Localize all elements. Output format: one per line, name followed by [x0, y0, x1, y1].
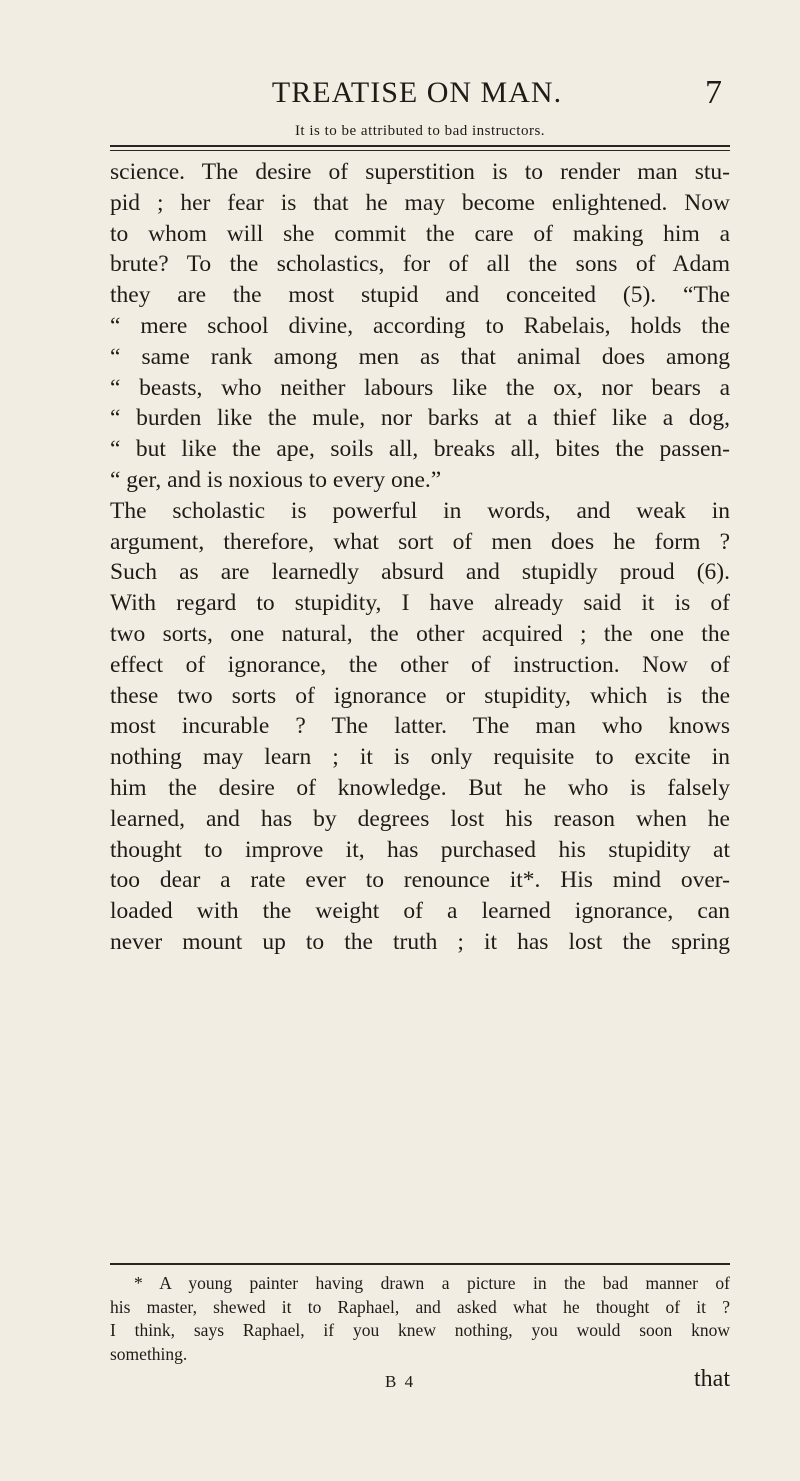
body-line: “ ger, and is noxious to every one.” — [110, 466, 442, 493]
body-line: argument, therefore, what sort of men does he form ? — [110, 528, 730, 555]
body-line: “ beasts, who neither labours like the ox, nor bears a — [110, 374, 730, 401]
footnote-line: * A young painter having drawn a picture in the bad manner of — [134, 1273, 730, 1293]
footnote-rule — [110, 1263, 730, 1265]
body-line: two sorts, one natural, the other acquired ; the one the — [110, 620, 730, 647]
footnote-line: something. — [110, 1343, 188, 1364]
body-line: “ same rank among men as that animal does among — [110, 343, 730, 370]
footnote-line: his master, shewed it to Raphael, and asked what he thought of it ? — [110, 1296, 730, 1317]
body-line: loaded with the weight of a learned ignorance, can — [110, 898, 730, 925]
body-line: never mount up to the truth ; it has lost the spring — [110, 928, 730, 955]
footnote-line: I think, says Raphael, if you knew nothing, you would soon know — [110, 1320, 730, 1340]
body-line: thought to improve it, has purchased his stupidity at — [110, 836, 730, 863]
body-line: nothing may learn ; it is only requisite to excite in — [110, 744, 730, 771]
body-line: Such as are learnedly absurd and stupidly proud (6). — [110, 559, 730, 586]
body-text — [110, 157, 730, 958]
body-line: science. The desire of superstition is to render man stu- — [110, 159, 730, 185]
running-head — [112, 76, 722, 122]
body-line: pid ; her fear is that he may become enlightened. Now — [110, 189, 730, 216]
header-rule — [110, 145, 730, 147]
footnote — [110, 1272, 730, 1366]
body-line: to whom will she commit the care of making him a — [110, 220, 730, 247]
body-line: The scholastic is powerful in words, and weak in — [110, 497, 730, 524]
body-line: “ burden like the mule, nor barks at a thief like a dog, — [110, 405, 730, 432]
catchword: that — [694, 1366, 730, 1392]
body-line: these two sorts of ignorance or stupidity, which is the — [110, 682, 730, 709]
page-number: 7 — [705, 74, 722, 111]
running-head-title: TREATISE ON MAN. — [271, 76, 563, 109]
body-line: With regard to stupidity, I have already said it is of — [110, 590, 730, 617]
section-caption: It is to be attributed to bad instructors. — [294, 123, 546, 139]
body-line: brute? To the scholastics, for of all the sons of Adam — [110, 251, 730, 278]
body-line: him the desire of knowledge. But he who is falsely — [110, 774, 730, 801]
body-line: they are the most stupid and conceited (5). “The — [110, 282, 730, 309]
signature-mark: B 4 — [385, 1372, 416, 1391]
body-line: effect of ignorance, the other of instruction. Now of — [110, 651, 730, 678]
body-line: too dear a rate ever to renounce it*. His mind over- — [110, 867, 730, 894]
header-rule-thin — [110, 150, 730, 151]
body-line: “ but like the ape, soils all, breaks all, bites the passen- — [110, 436, 730, 463]
body-line: learned, and has by degrees lost his reason when he — [110, 805, 730, 832]
body-line: “ mere school divine, according to Rabelais, holds the — [110, 312, 730, 339]
body-line: most incurable ? The latter. The man who knows — [110, 713, 730, 740]
